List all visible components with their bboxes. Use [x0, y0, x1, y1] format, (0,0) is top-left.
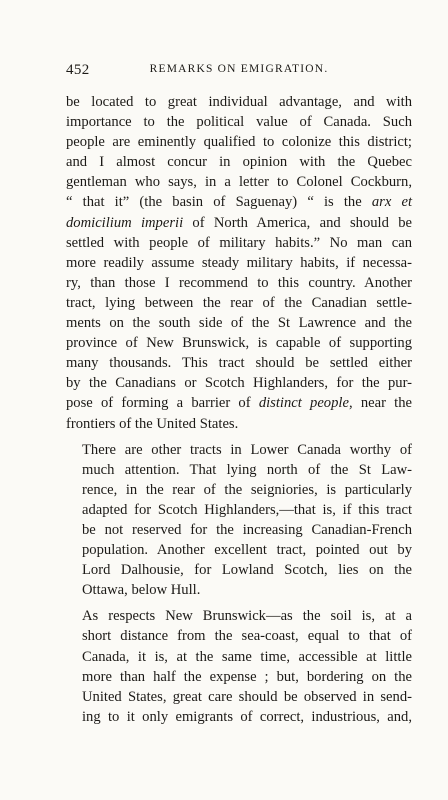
text-line: population. Another excellent tract, pointed out by: [82, 542, 412, 559]
text-line: many thousands. This tract should be settled either: [66, 355, 412, 372]
text-line: frontiers of the United States.: [66, 415, 239, 432]
text-line: be located to great individual advantage, and with: [66, 94, 412, 110]
text-line: short distance from the sea-coast, equal to that of: [82, 628, 412, 645]
page-number: 452: [66, 62, 90, 78]
paragraph-1: [66, 92, 412, 434]
text-line: United States, great care should be observed in send-: [82, 688, 412, 705]
text-line: and I almost concur in opinion with the Quebec: [66, 154, 412, 171]
text-line: importance to the political value of Canada. Such: [66, 114, 412, 131]
text-line: ing to it only emigrants of correct, industrious, and,: [82, 708, 412, 725]
text-line: adapted for Scotch Highlanders,—that is, if this tract: [82, 501, 412, 518]
text-line: “ that it” (the basin of Saguenay) “ is the arx et: [66, 194, 413, 211]
text-line: more readily assume steady military habits, if necessa-: [66, 254, 412, 271]
text-line: Canada, it is, at the same time, accessible at little: [82, 648, 412, 665]
text-line: Lord Dalhousie, for Lowland Scotch, lies on the: [82, 562, 412, 579]
text-line: tract, lying between the rear of the Canadian settle-: [66, 294, 412, 311]
text-line: pose of forming a barrier of distinct people, near the: [66, 395, 412, 412]
text-line: gentleman who says, in a letter to Colonel Cockburn,: [66, 174, 412, 191]
paragraph-2: [66, 440, 412, 601]
text-line: province of New Brunswick, is capable of supporting: [66, 335, 412, 352]
body-text: [66, 92, 412, 733]
running-head: REMARKS ON EMIGRATION.: [149, 63, 329, 75]
text-line: by the Canadians or Scotch Highlanders, for the pur-: [66, 375, 412, 392]
paragraph-3: [66, 606, 412, 727]
text-line: ments on the south side of the St Lawrence and the: [66, 315, 412, 332]
text-line: There are other tracts in Lower Canada worthy of: [82, 441, 412, 458]
text-line: Ottawa, below Hull.: [82, 582, 201, 599]
text-line: be not reserved for the increasing Canadian-French: [82, 521, 412, 538]
text-line: rence, in the rear of the seigniories, is particularly: [82, 481, 412, 498]
text-line: settled with people of military habits.” No man can: [66, 234, 412, 251]
text-line: ry, than those I recommend to this country. Another: [66, 274, 412, 291]
text-line: domicilium imperii of North America, and should be: [66, 214, 412, 231]
text-line: people are eminently qualified to colonize this district;: [66, 134, 412, 151]
text-line: more than half the expense ; but, bordering on the: [82, 668, 412, 685]
page-header: [66, 62, 412, 82]
text-line: much attention. That lying north of the St Law-: [82, 461, 412, 478]
text-line: As respects New Brunswick—as the soil is, at a: [82, 608, 412, 625]
